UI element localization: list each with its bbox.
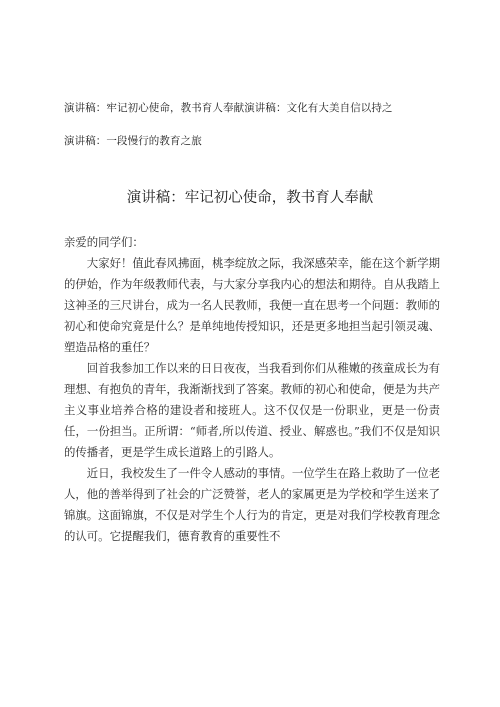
- paragraph-1: 大家好！值此春风拂面，桃李绽放之际，我深感荣幸，能在这个新学期的伊始，作为年级教师代表，与大家分享我内心的想法和期待。自从我踏上这神圣的三尺讲台，成为一名人民教师，我便一直在思考一个问题：教师的初心和使命究竟是什么？是单纯地传授知识，还是更多地担当起引领灵魂、塑造品格的重任？: [64, 256, 440, 354]
- paragraph-3: 近日，我校发生了一件令人感动的事情。一位学生在路上救助了一位老人，他的善举得到了社会的广泛赞誉，老人的家属更是为学校和学生送来了锦旗。这面锦旗，不仅是对学生个人行为的肯定，更是对我们学校教育理念的认可。它提醒我们，德育教育的重要性不: [64, 466, 440, 543]
- article-body: [64, 232, 440, 547]
- related-titles-line-1[interactable]: 演讲稿：牢记初心使命，教书育人奉献演讲稿：文化有大美自信以持之: [64, 102, 393, 114]
- salutation: 亲爱的同学们：: [64, 235, 144, 249]
- article-title: 演讲稿：牢记初心使命，教书育人奉献: [126, 190, 374, 206]
- paragraph-2: 回首我参加工作以来的日日夜夜，当我看到你们从稚嫩的孩童成长为有理想、有抱负的青年，我渐渐找到了答案。教师的初心和使命，便是为共产主义事业培养合格的建设者和接班人。这不仅仅是一份职业，更是一份责任，一份担当。正所谓：“师者,所以传道、授业、解惑也。”我们不仅是知识的传播者，更是学生成长道路上的引路人。: [64, 361, 440, 459]
- related-titles-line-2[interactable]: 演讲稿：一段慢行的教育之旅: [64, 135, 202, 147]
